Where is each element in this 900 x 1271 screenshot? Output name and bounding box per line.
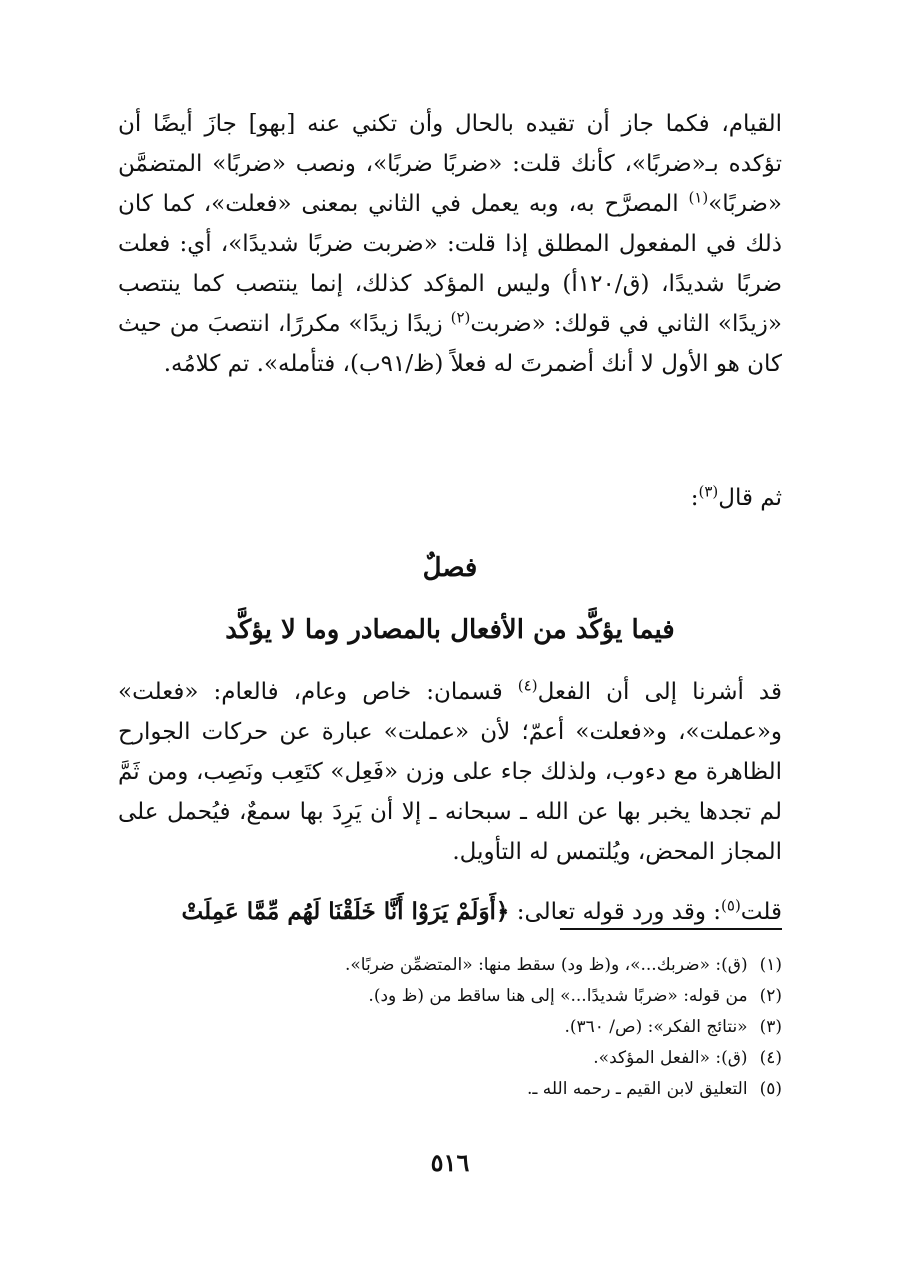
section-heading: فصلٌ <box>422 553 478 583</box>
footnote-number: (٢) <box>759 986 782 1006</box>
paragraph-1-text-a: القيام، فكما جاز أن تقيده بالحال وأن تكني عنه [بهو] جازَ أيضًا أن تؤكده بـ«ضربًا»، كأنك قلت: «ضربًا ضربًا»، ونصب «ضربًا» المتضمَّن «ضربًا» <box>118 111 782 217</box>
footnote-text: (ق): «الفعل المؤكد». <box>593 1048 748 1068</box>
footnote-item <box>118 981 782 1012</box>
footnote-item <box>118 1043 782 1074</box>
body-paragraph-2 <box>118 672 782 884</box>
footnote-ref-4[interactable]: (٤) <box>517 676 538 695</box>
footnote-text: التعليق لابن القيم ـ رحمه الله ـ. <box>527 1079 748 1099</box>
footnote-ref-5[interactable]: (٥) <box>721 896 741 915</box>
footnote-ref-2[interactable]: (٢) <box>450 308 471 327</box>
footnote-text: من قوله: «ضربًا شديدًا...» إلى هنا ساقط من (ظ ود). <box>368 986 748 1006</box>
paragraph-2-text-b: قسمان: خاص وعام، فالعام: «فعلت» و«عملت»، و«فعلت» أعمّ؛ لأن «عملت» عبارة عن حركات الجوارح الظاهرة مع دءوب، ولذلك جاء على وزن «فَعِل» كتَعِب ونَصِب، ومن ثَمَّ لم تجدها يخبر بها عن الله ـ سبحانه ـ إلا أن يَرِدَ بها سمعٌ، فيُحمل على المجاز المحض، ويُلتمس له التأويل. <box>118 679 782 865</box>
page-number: ٥١٦ <box>430 1148 470 1177</box>
footnote-item <box>118 950 782 981</box>
paragraph-2-text-a: قد أشرنا إلى أن الفعل <box>537 679 782 705</box>
quran-verse: ﴿أَوَلَمْ يَرَوْا أَنَّا خَلَقْنَا لَهُم مِّمَّا عَمِلَتْ <box>181 898 510 925</box>
lead-in-text: ثم قال <box>718 485 782 511</box>
section-subheading: فيما يؤكَّد من الأفعال بالمصادر وما لا يؤكَّد <box>225 615 675 645</box>
paragraph-3-text-a: قلت <box>740 899 782 925</box>
footnotes-list <box>118 950 782 1105</box>
footnote-ref-1[interactable]: (١) <box>688 188 709 207</box>
paragraph-1-text-c: زيدًا زيدًا» مكررًا، انتصبَ من حيث كان هو الأول لا أنك أضمرتَ له فعلاً (ظ/٩١ب)، فتأمله». تم كلامُه. <box>118 311 782 377</box>
footnote-item <box>118 1012 782 1043</box>
footnote-separator <box>560 928 782 930</box>
lead-in-line <box>118 478 782 518</box>
body-paragraph-1 <box>118 104 782 462</box>
footnote-number: (٤) <box>759 1048 782 1068</box>
footnote-item <box>118 1074 782 1105</box>
footnote-number: (١) <box>759 955 782 975</box>
footnote-text: (ق): «ضربك...»، و(ظ ود) سقط منها: «المتضمِّن ضربًا». <box>344 955 748 975</box>
body-paragraph-3 <box>118 892 782 932</box>
lead-in-colon: : <box>690 485 699 511</box>
footnote-number: (٣) <box>759 1017 782 1037</box>
footnote-text: «نتائج الفكر»: (ص/ ٣٦٠). <box>564 1017 748 1037</box>
footnote-number: (٥) <box>759 1079 782 1099</box>
footnote-ref-3[interactable]: (٣) <box>698 482 719 501</box>
paragraph-1-text-b: المصرَّح به، وبه يعمل في الثاني بمعنى «فعلت»، كما كان ذلك في المفعول المطلق إذا قلت: «ضربت ضربًا شديدًا»، أي: فعلت ضربًا شديدًا، (ق/١٢٠أ) وليس المؤكد كذلك، إنما ينتصب كما ينتصب «زيدًا» الثاني في قولك: «ضربت <box>118 191 782 337</box>
paragraph-3-text-b: : وقد ورد قوله تعالى: <box>509 899 722 925</box>
